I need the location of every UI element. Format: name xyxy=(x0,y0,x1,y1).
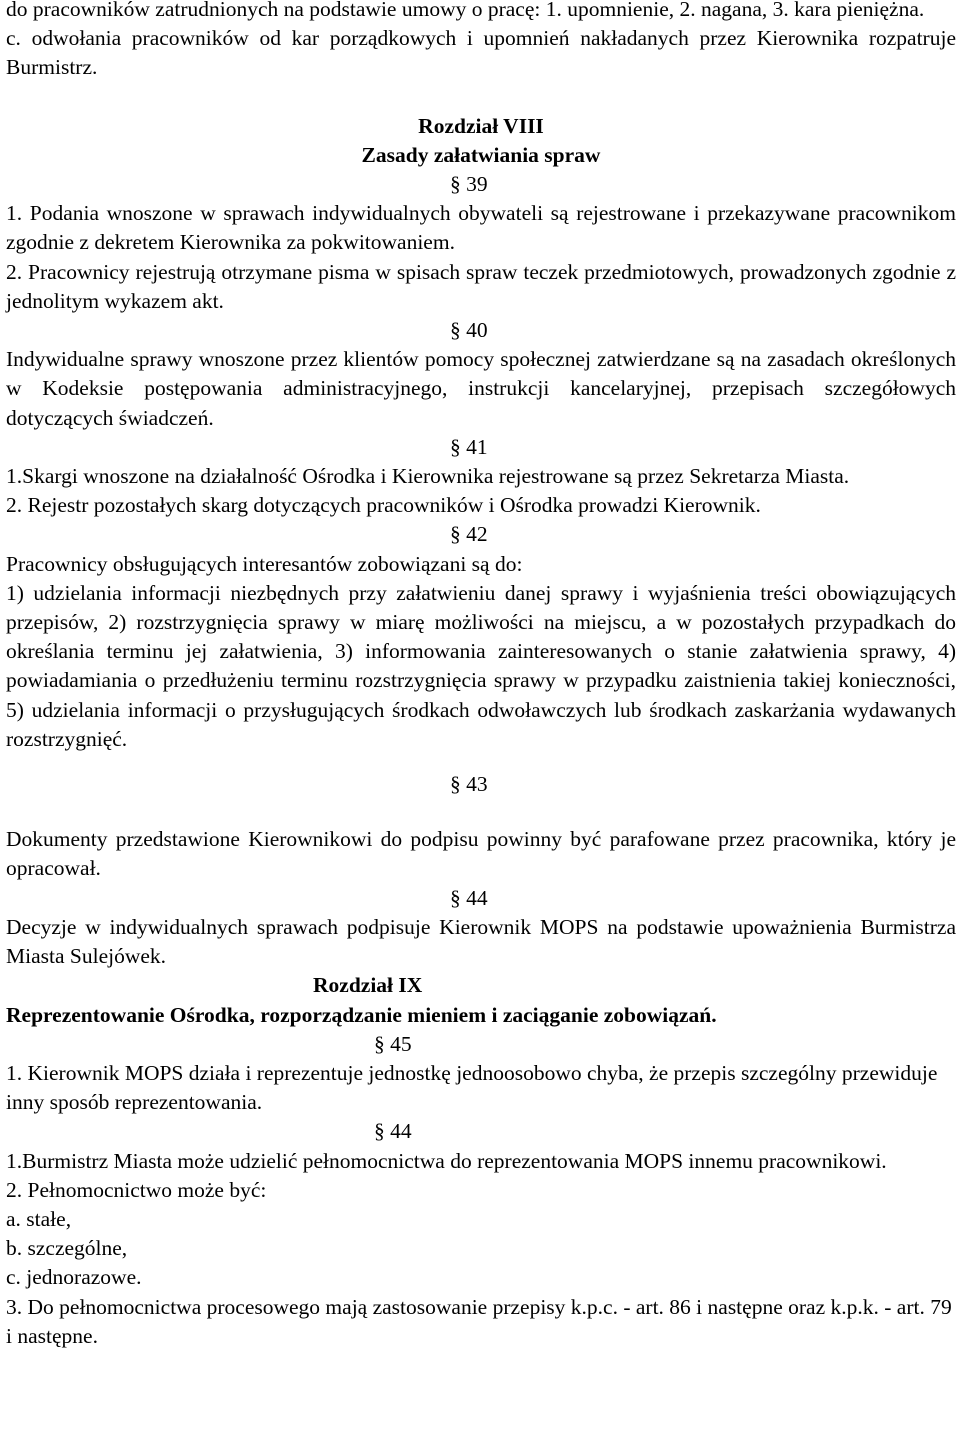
section-45-heading: § 45 xyxy=(374,1031,412,1056)
chapter-8-subtitle: Zasady załatwiania spraw xyxy=(361,142,601,167)
section-45-paragraph: 1. Kierownik MOPS działa i reprezentuje jednostkę jednoosobowo chyba, że przepis szczególny przewiduje inny sposób reprezentowania. xyxy=(6,1060,938,1115)
section-39-paragraph-2: 2. Pracownicy rejestrują otrzymane pisma w spisach spraw teczek przedmiotowych, prowadzonych zgodnie z jednolitym wykazem akt. xyxy=(6,259,956,313)
paragraph-appeals: c. odwołania pracowników od kar porządkowych i upomnień nakładanych przez Kierownika rozpatruje Burmistrz. xyxy=(6,26,956,80)
section-42-intro: Pracownicy obsługujących interesantów zobowiązani są do: xyxy=(6,551,523,576)
document-page xyxy=(6,0,956,1351)
section-40-paragraph: Indywidualne sprawy wnoszone przez klientów pomocy społecznej zatwierdzane są na zasadach określonych w Kodeksie postępowania administracyjnego, instrukcji kancelaryjnej, przepisach szczegółowych dotyczących świadczeń. xyxy=(6,347,956,430)
section-43-paragraph: Dokumenty przedstawione Kierownikowi do podpisu powinny być parafowane przez pracownika, który je opracował. xyxy=(6,827,956,881)
section-42-duties: 1) udzielania informacji niezbędnych przy załatwieniu danej sprawy i wyjaśnienia treści obowiązujących przepisów, 2) rozstrzygnięcia sprawy w miarę możliwości na miejscu, a w pozostałych przypadkach do określania terminu jej załatwienia, 3) informowania zainteresowanych o stanie załatwienia sprawy, 4) powiadamiania o przedłużeniu terminu rozstrzygnięcia sprawy w przypadku zaistnienia takiej konieczności, 5) udzielania informacji o przysługujących środkach odwoławczych lub środkach zaskarżania wydawanych rozstrzygnięć. xyxy=(6,580,956,751)
list-item-c: c. jednorazowe. xyxy=(6,1265,142,1290)
section-44-paragraph-2: 2. Pełnomocnictwo może być: xyxy=(6,1177,267,1202)
list-item-b: b. szczególne, xyxy=(6,1236,128,1261)
section-43-heading: § 43 xyxy=(450,772,488,797)
section-42-heading: § 42 xyxy=(450,522,488,547)
section-39-heading: § 39 xyxy=(450,172,488,197)
section-44-paragraph-3: 3. Do pełnomocnictwa procesowego mają zastosowanie przepisy k.p.c. - art. 86 i następne oraz k.p.k. - art. 79 i następne. xyxy=(6,1294,952,1348)
section-41-paragraph-2: 2. Rejestr pozostałych skarg dotyczących pracowników i Ośrodka prowadzi Kierownik. xyxy=(6,493,761,518)
section-44-heading-first: § 44 xyxy=(450,885,488,910)
list-item-a: a. stałe, xyxy=(6,1206,72,1231)
paragraph-penalties: do pracowników zatrudnionych na podstawie umowy o pracę: 1. upomnienie, 2. nagana, 3. kara pieniężna. xyxy=(6,0,925,21)
section-41-paragraph-1: 1.Skargi wnoszone na działalność Ośrodka i Kierownika rejestrowane są przez Sekretarza Miasta. xyxy=(6,464,850,489)
section-41-heading: § 41 xyxy=(450,434,488,459)
section-39-paragraph-1: 1. Podania wnoszone w sprawach indywidualnych obywateli są rejestrowane i przekazywane pracownikom zgodnie z dekretem Kierownika za pokwitowaniem. xyxy=(6,201,956,255)
section-44-paragraph-first: Decyzje w indywidualnych sprawach podpisuje Kierownik MOPS na podstawie upoważnienia Burmistrza Miasta Sulejówek. xyxy=(6,914,956,969)
section-40-heading: § 40 xyxy=(450,318,488,343)
section-44-paragraph-1: 1.Burmistrz Miasta może udzielić pełnomocnictwa do reprezentowania MOPS innemu pracownikowi. xyxy=(6,1148,887,1173)
section-44-heading-second: § 44 xyxy=(374,1119,412,1144)
chapter-9-title: Rozdział IX xyxy=(313,973,423,998)
chapter-9-subtitle: Reprezentowanie Ośrodka, rozporządzanie mieniem i zaciąganie zobowiązań. xyxy=(6,1002,717,1027)
chapter-8-title: Rozdział VIII xyxy=(418,113,544,138)
